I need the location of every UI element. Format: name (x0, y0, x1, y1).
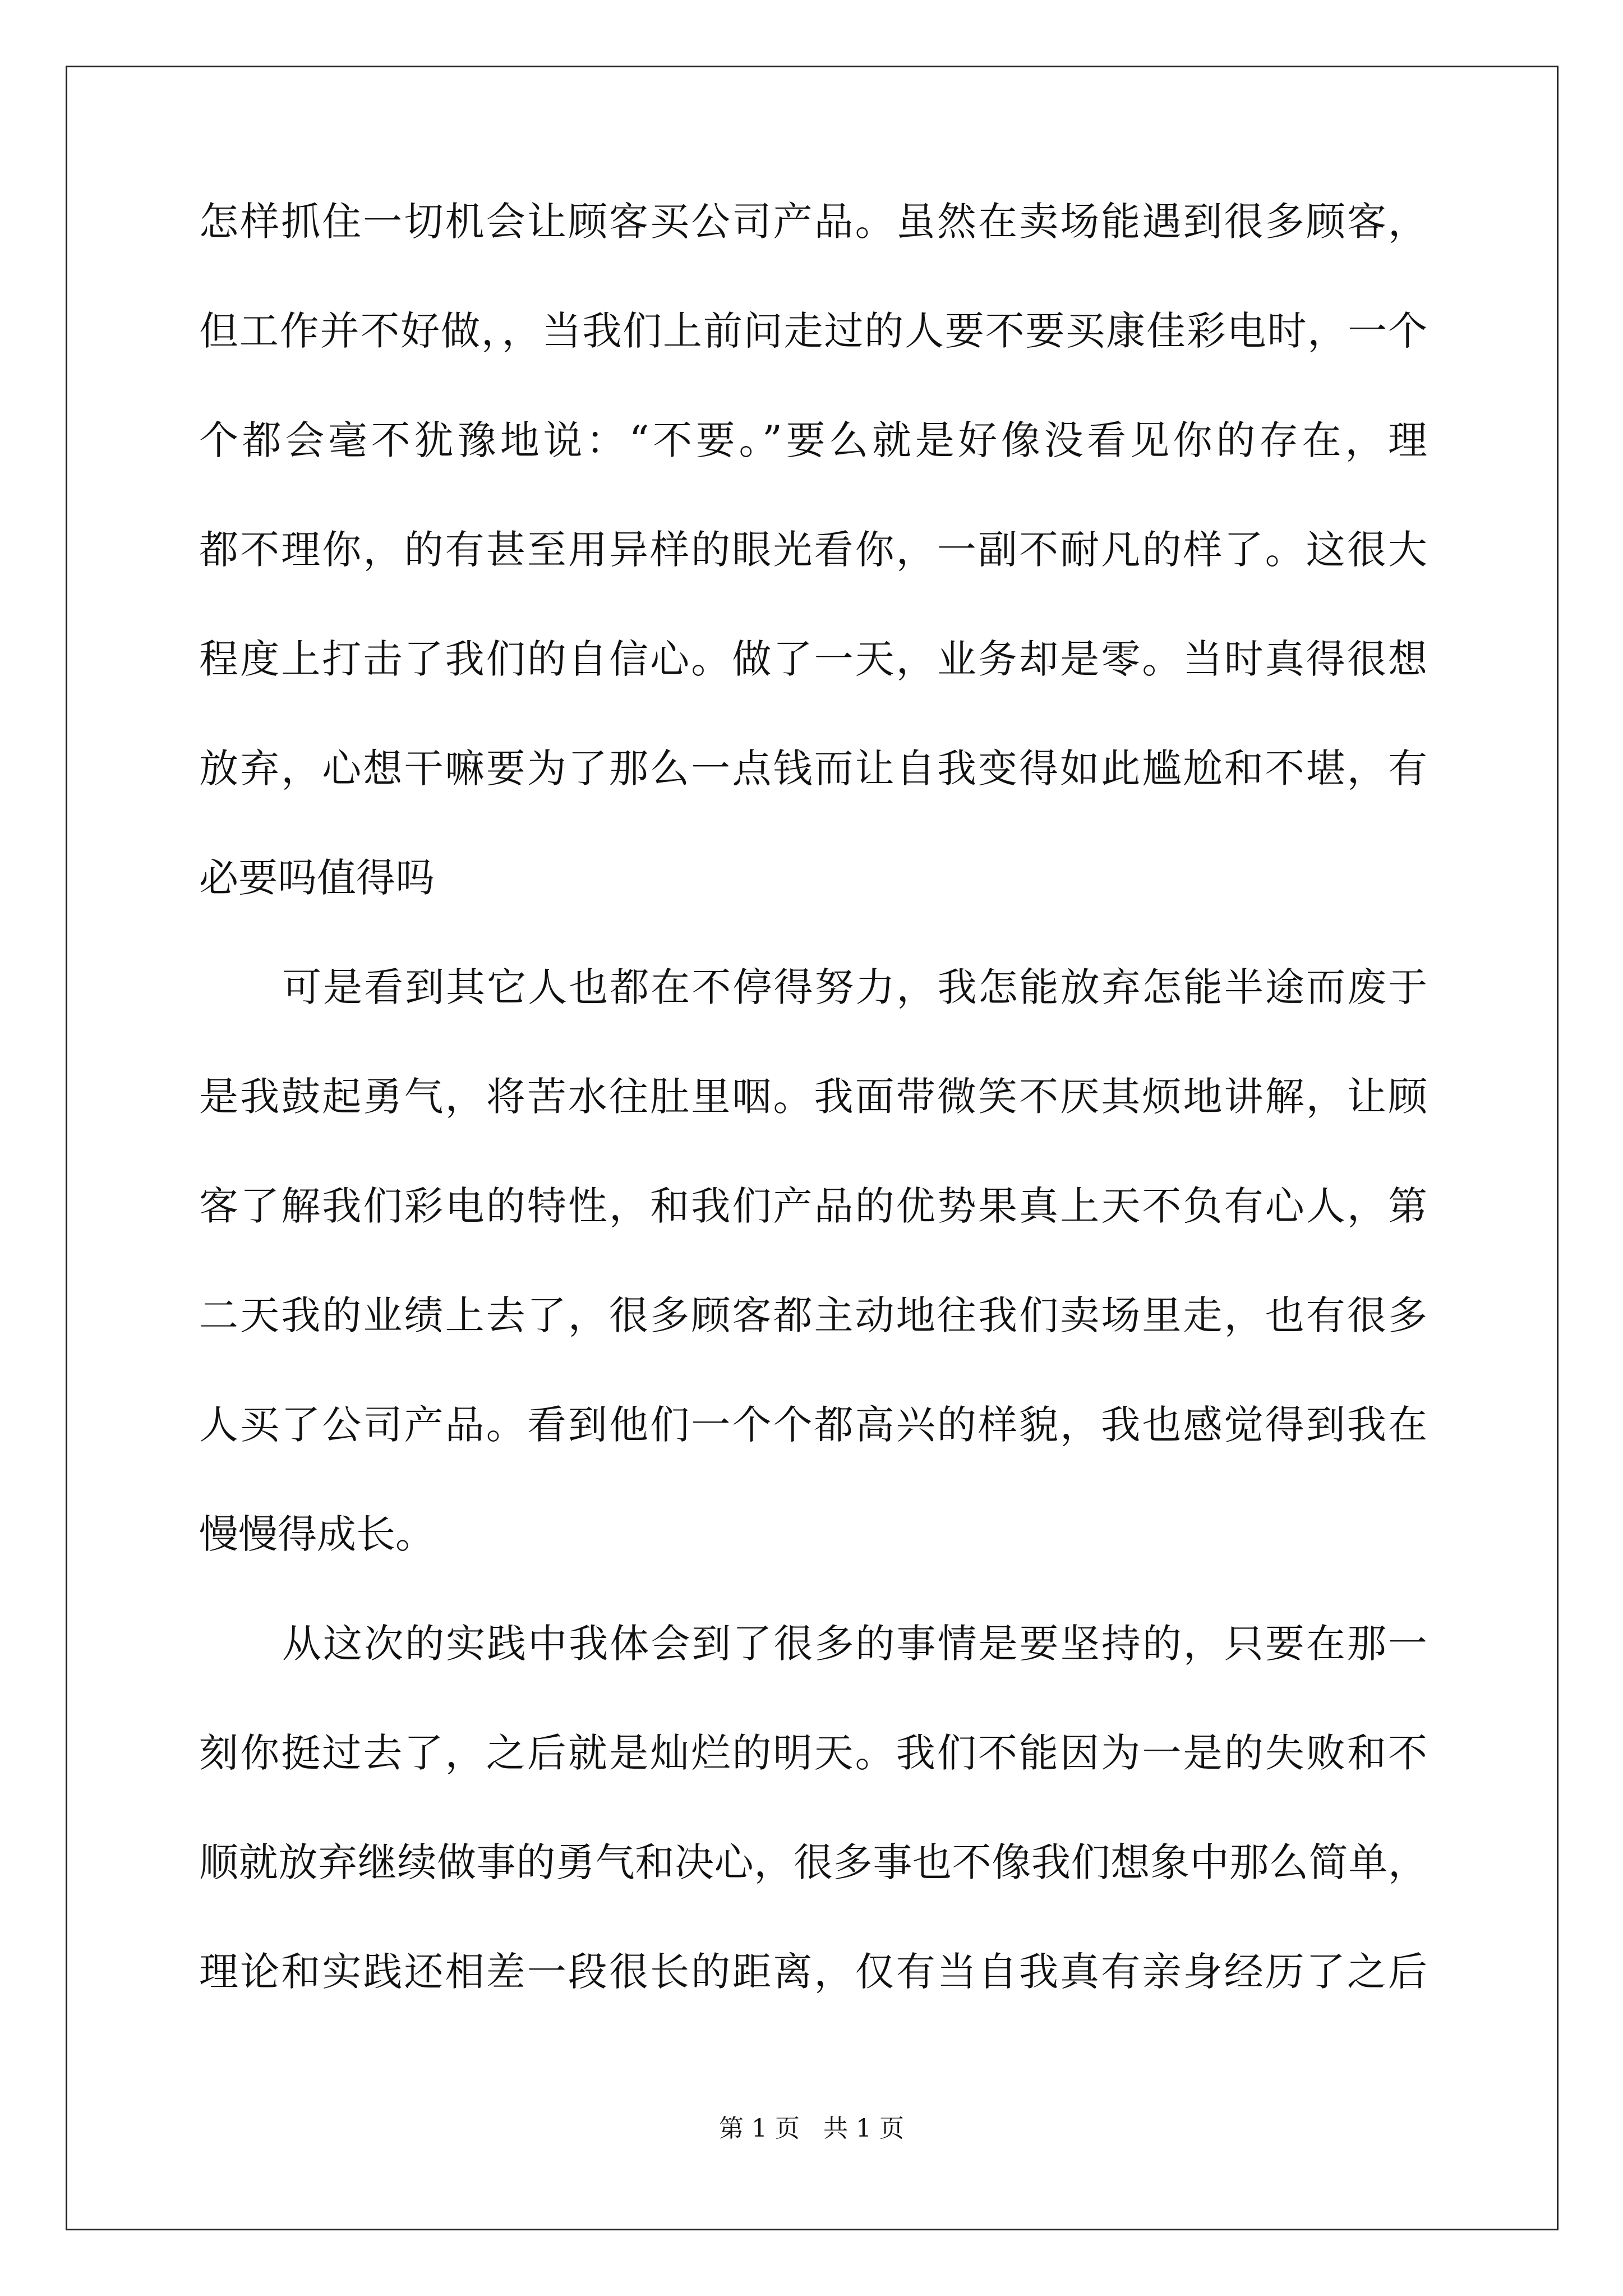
text-line: 程度上打击了我们的自信心。做了一天，业务却是零。当时真得很想 (199, 636, 1427, 682)
text-line: 个都会毫不犹豫地说：“不要。”要么就是好像没看见你的存在，理 (199, 417, 1427, 463)
text-line: 理论和实践还相差一段很长的距离，仅有当自我真有亲身经历了之后 (199, 1949, 1427, 1995)
text-line: 客了解我们彩电的特性，和我们产品的优势果真上天不负有心人，第 (199, 1183, 1427, 1229)
text-line: 必要吗值得吗 (199, 855, 435, 901)
paragraph-first-line: 从这次的实践中我体会到了很多的事情是要坚持的，只要在那一 (282, 1621, 1427, 1667)
text-line: 但工作并不好做，，当我们上前问走过的人要不要买康佳彩电时，一个 (199, 308, 1427, 354)
page-border (66, 66, 1559, 2230)
text-line: 顺就放弃继续做事的勇气和决心，很多事也不像我们想象中那么简单， (199, 1839, 1427, 1885)
paragraph-first-line: 可是看到其它人也都在不停得努力，我怎能放弃怎能半途而废于 (282, 964, 1427, 1010)
text-line: 放弃，心想干嘛要为了那么一点钱而让自我变得如此尴尬和不堪，有 (199, 746, 1427, 792)
text-line: 是我鼓起勇气，将苦水往肚里咽。我面带微笑不厌其烦地讲解，让顾 (199, 1074, 1427, 1120)
text-line: 人买了公司产品。看到他们一个个都高兴的样貌，我也感觉得到我在 (199, 1402, 1427, 1448)
text-line: 刻你挺过去了，之后就是灿烂的明天。我们不能因为一是的失败和不 (199, 1730, 1427, 1776)
page-number-footer: 第 1 页 共 1 页 (719, 2114, 904, 2143)
text-line: 怎样抓住一切机会让顾客买公司产品。虽然在卖场能遇到很多顾客， (199, 199, 1427, 245)
text-line: 都不理你，的有甚至用异样的眼光看你，一副不耐凡的样了。这很大 (199, 527, 1427, 573)
text-line: 慢慢得成长。 (199, 1511, 435, 1557)
text-line: 二天我的业绩上去了，很多顾客都主动地往我们卖场里走，也有很多 (199, 1292, 1427, 1338)
